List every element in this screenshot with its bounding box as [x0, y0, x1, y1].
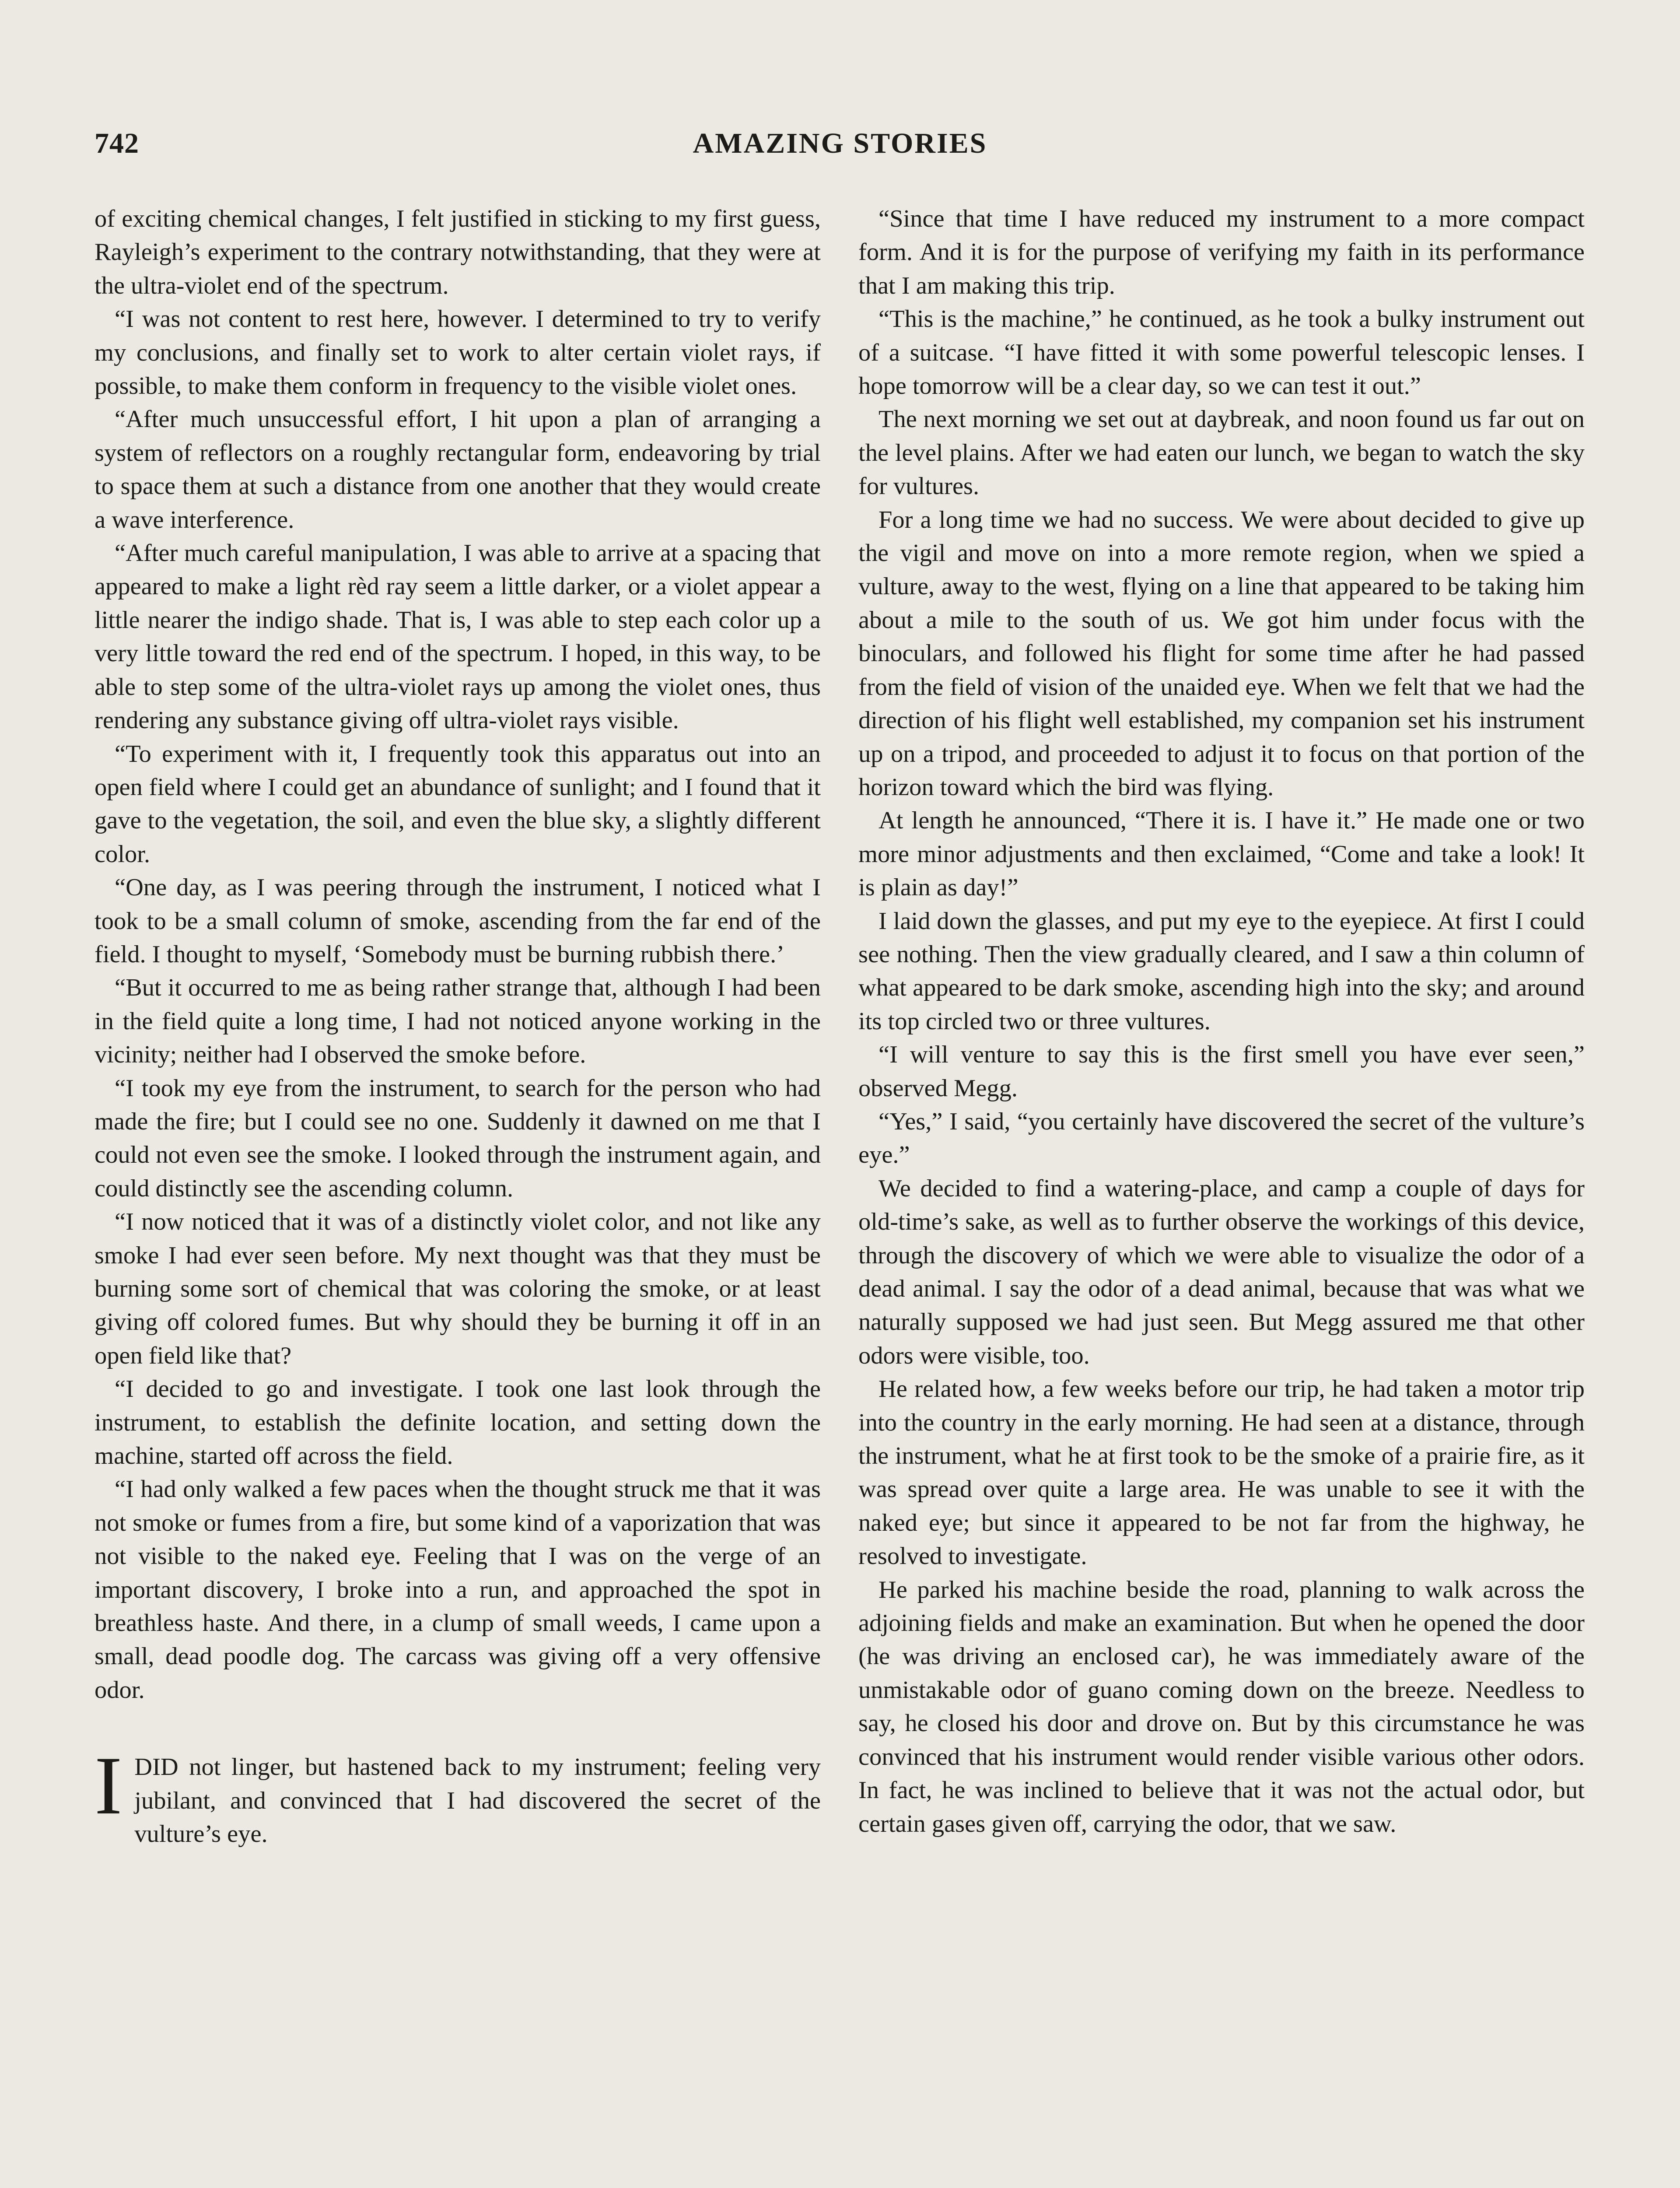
- paragraph: “But it occurred to me as being rather strange that, although I had been in the field quite a long time, I had not noticed anyone working in the vicinity; neither had I observed the smoke before.: [94, 974, 821, 1069]
- paragraph: “One day, as I was peering through the instrument, I noticed what I took to be a small column of smoke, ascending from the far end of the field. I thought to myself, ‘Somebody must be burning rubbish there.’: [94, 874, 821, 968]
- page-number: 742: [94, 127, 139, 159]
- right-column: [858, 202, 1585, 1841]
- drop-cap-letter: I: [94, 1740, 122, 1832]
- left-column: [94, 202, 821, 1851]
- drop-cap-text: DID not linger, but hastened back to my instrument; feeling very jubilant, and convinced that I had discovered the secret of the vulture’s eye.: [134, 1753, 821, 1848]
- paragraph: He related how, a few weeks before our trip, he had taken a motor trip into the country in the early morning. He had seen at a distance, through the instrument, what he at first took to be the smoke of a prairie fire, as it was spread over quite a large area. He was unable to see it with the naked eye; but since it appeared to be not far from the highway, he resolved to investigate.: [858, 1375, 1585, 1570]
- paragraph: “I had only walked a few paces when the thought struck me that it was not smoke or fumes from a fire, but some kind of a vaporization that was not visible to the naked eye. Feeling that I was on the verge of an important discovery, I broke into a run, and approached the spot in breathless haste. And there, in a clump of small weeds, I came upon a small, dead poodle dog. The carcass was giving off a very offensive odor.: [94, 1476, 821, 1704]
- paragraph: “This is the machine,” he continued, as he took a bulky instrument out of a suitcase. “I have fitted it with some powerful telescopic lenses. I hope tomorrow will be a clear day, so we can test it out.”: [858, 305, 1585, 400]
- drop-cap-paragraph: [94, 1740, 821, 1851]
- paragraph: The next morning we set out at daybreak, and noon found us far out on the level plains. After we had eaten our lunch, we began to watch the sky for vultures.: [858, 406, 1585, 500]
- paragraph: “After much unsuccessful effort, I hit upon a plan of arranging a system of reflectors on a roughly rectangular form, endeavoring by trial to space them at such a distance from one another that they would create a wave interference.: [94, 406, 821, 533]
- paragraph: “I decided to go and investigate. I took one last look through the instrument, to establish the definite location, and setting down the machine, started off across the field.: [94, 1375, 821, 1470]
- paragraph: of exciting chemical changes, I felt justified in sticking to my first guess, Rayleigh’s experiment to the contrary notwithstanding, that they were at the ultra-violet end of the spectrum.: [94, 205, 821, 299]
- paragraph: “To experiment with it, I frequently took this apparatus out into an open field where I could get an abundance of sunlight; and I found that it gave to the vegetation, the soil, and even the blue sky, a slightly different color.: [94, 740, 821, 868]
- paragraph: For a long time we had no success. We were about decided to give up the vigil and move on into a more remote region, when we spied a vulture, away to the west, flying on a line that appeared to be taking him about a mile to the south of us. We got him under focus with the binoculars, and followed his flight for some time after he had passed from the field of vision of the unaided eye. When we felt that we had the direction of his flight well established, my companion set his instrument up on a tripod, and proceeded to adjust it to focus on that portion of the horizon toward which the bird was flying.: [858, 506, 1585, 801]
- paragraph: “Since that time I have reduced my instrument to a more compact form. And it is for the purpose of verifying my faith in its performance that I am making this trip.: [858, 205, 1585, 299]
- paragraph: He parked his machine beside the road, planning to walk across the adjoining fields and make an examination. But when he opened the door (he was driving an enclosed car), he was immediately aware of the unmistakable odor of guano coming down on the breeze. Needless to say, he closed his door and drove on. But by this circumstance he was convinced that his instrument would render visible various other odors. In fact, he was inclined to believe that it was not the actual odor, but certain gases given off, carrying the odor, that we saw.: [858, 1576, 1585, 1837]
- paragraph: “After much careful manipulation, I was able to arrive at a spacing that appeared to make a light rèd ray seem a little darker, or a violet appear a little nearer the indigo shade. That is, I was able to step each color up a very little toward the red end of the spectrum. I hoped, in this way, to be able to step some of the ultra-violet rays up among the violet ones, thus rendering any substance giving off ultra-violet rays visible.: [94, 540, 821, 734]
- paragraph: “I now noticed that it was of a distinctly violet color, and not like any smoke I had ever seen before. My next thought was that they must be burning some sort of chemical that was coloring the smoke, or at least giving off colored fumes. But why should they be burning it off in an open field like that?: [94, 1208, 821, 1369]
- paragraph: At length he announced, “There it is. I have it.” He made one or two more minor adjustments and then exclaimed, “Come and take a look! It is plain as day!”: [858, 807, 1585, 901]
- running-title: AMAZING STORIES: [693, 127, 987, 159]
- paragraph: “Yes,” I said, “you certainly have discovered the secret of the vulture’s eye.”: [858, 1108, 1585, 1169]
- paragraph: I laid down the glasses, and put my eye to the eyepiece. At first I could see nothing. Then the view gradually cleared, and I saw a thin column of what appeared to be dark smoke, ascending high into the sky; and around its top circled two or three vultures.: [858, 907, 1585, 1035]
- paragraph: “I was not content to rest here, however. I determined to try to verify my conclusions, and finally set to work to alter certain violet rays, if possible, to make them conform in frequency to the visible violet ones.: [94, 305, 821, 400]
- paragraph: “I will venture to say this is the first smell you have ever seen,” observed Megg.: [858, 1041, 1585, 1102]
- page-header: [94, 127, 1586, 171]
- paragraph: We decided to find a watering-place, and camp a couple of days for old-time’s sake, as well as to further observe the workings of this device, through the discovery of which we were able to visualize the odor of a dead animal. I say the odor of a dead animal, because that was what we naturally supposed we had just seen. But Megg assured me that other odors were visible, too.: [858, 1175, 1585, 1369]
- paragraph: “I took my eye from the instrument, to search for the person who had made the fire; but I could see no one. Suddenly it dawned on me that I could not even see the smoke. I looked through the instrument again, and could distinctly see the ascending column.: [94, 1074, 821, 1202]
